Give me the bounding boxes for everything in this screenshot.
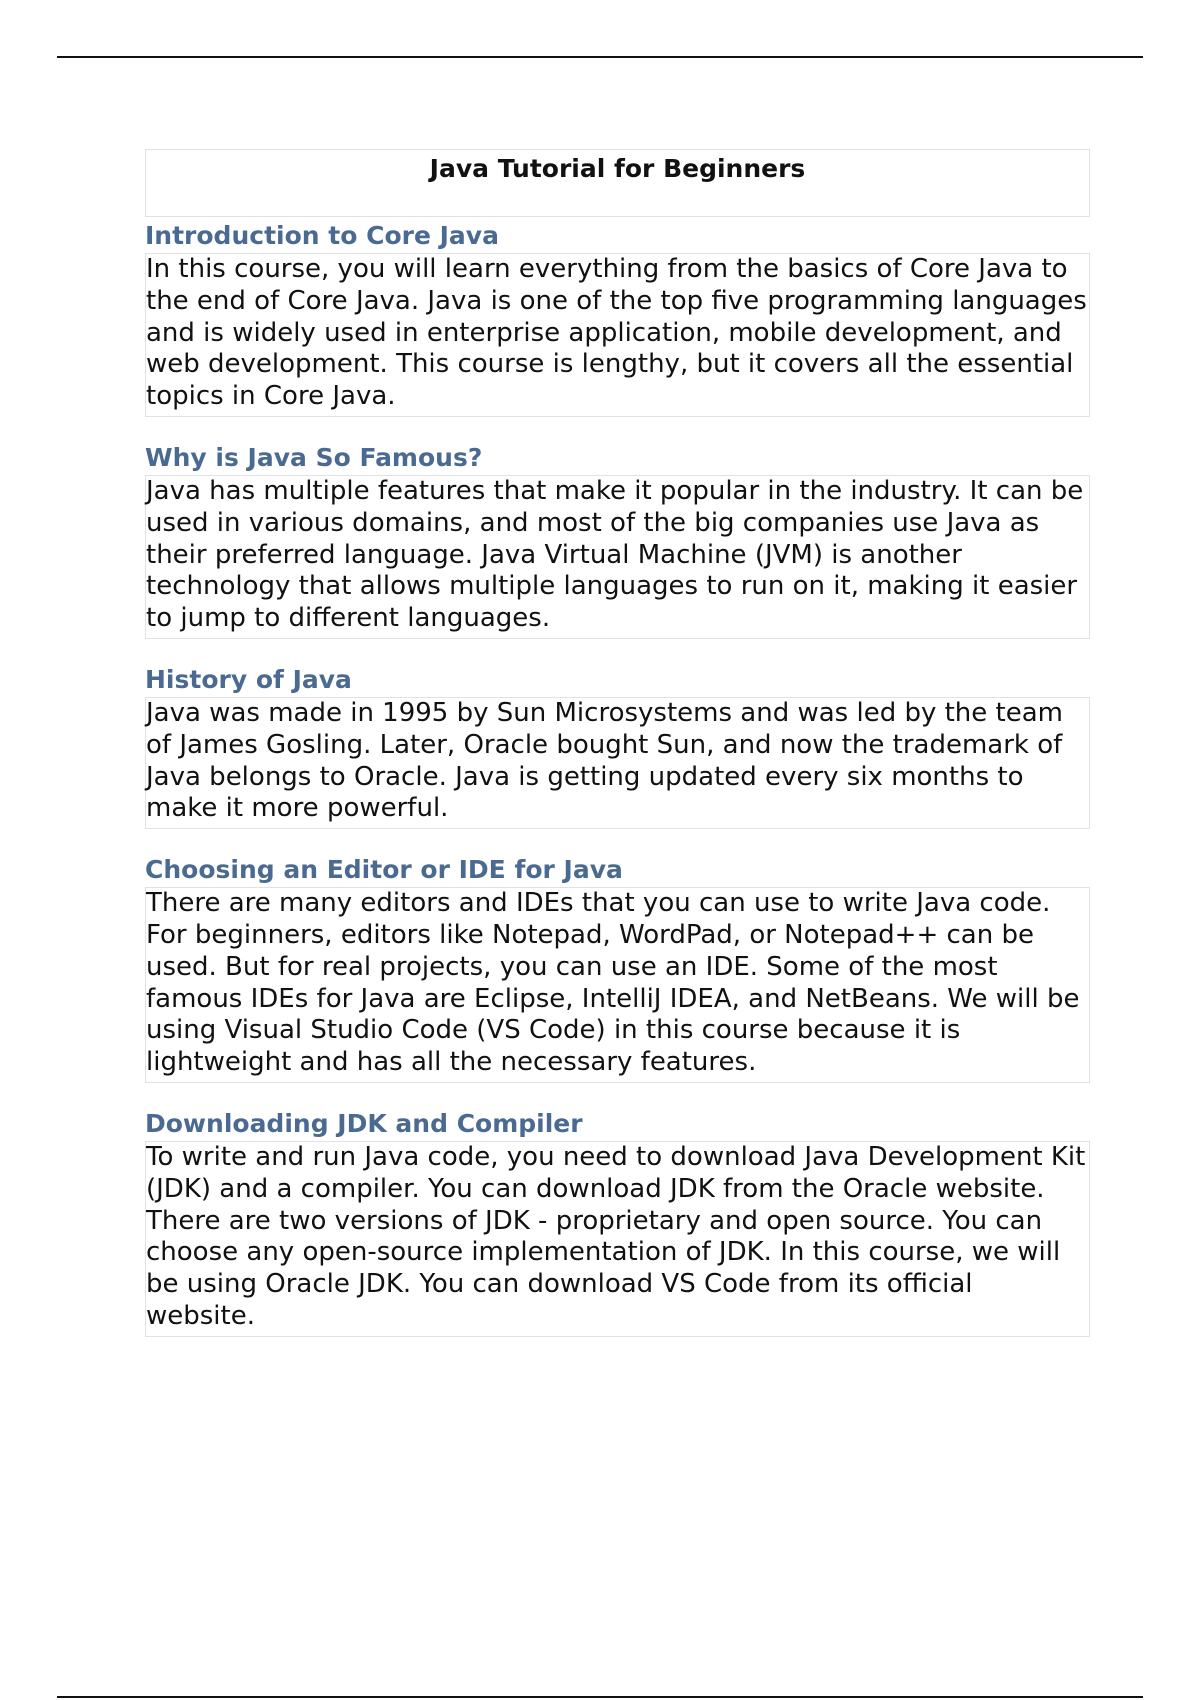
- section-heading-why-famous: Why is Java So Famous?: [145, 442, 483, 472]
- section-body-introduction: In this course, you will learn everything from the basics of Core Java to the end of Core Java. Java is one of the top five programming languages and is widely used in enterprise application, mobile development, and web development. This course is lengthy, but it covers all the essential topics in Core Java.: [145, 253, 1090, 417]
- section-downloading-jdk: [145, 1109, 1090, 1337]
- section-body-editor-ide: There are many editors and IDEs that you can use to write Java code. For beginners, editors like Notepad, WordPad, or Notepad++ can be used. But for real projects, you can use an IDE. Some of the most famous IDEs for Java are Eclipse, IntelliJ IDEA, and NetBeans. We will be using Visual Studio Code (VS Code) in this course because it is lightweight and has all the necessary features.: [145, 887, 1090, 1083]
- section-body-history: Java was made in 1995 by Sun Microsystems and was led by the team of James Gosling. Later, Oracle bought Sun, and now the trademark of Java belongs to Oracle. Java is getting updated every six months to make it more powerful.: [145, 697, 1090, 829]
- section-editor-ide: [145, 855, 1090, 1083]
- section-introduction: [145, 221, 1090, 417]
- top-rule: [57, 56, 1143, 58]
- document-title: Java Tutorial for Beginners: [429, 154, 806, 183]
- section-heading-editor-ide: Choosing an Editor or IDE for Java: [145, 855, 623, 885]
- document-content: [145, 149, 1090, 1337]
- section-why-famous: [145, 443, 1090, 639]
- title-box: [145, 149, 1090, 217]
- section-heading-introduction: Introduction to Core Java: [145, 221, 499, 250]
- bottom-rule: [57, 1696, 1143, 1698]
- section-body-downloading-jdk: To write and run Java code, you need to download Java Development Kit (JDK) and a compiler. You can download JDK from the Oracle website. There are two versions of JDK - proprietary and open source. You can choose any open-source implementation of JDK. In this course, we will be using Oracle JDK. You can download VS Code from its official website.: [145, 1141, 1090, 1337]
- section-heading-downloading-jdk: Downloading JDK and Compiler: [145, 1108, 583, 1138]
- section-body-why-famous: Java has multiple features that make it popular in the industry. It can be used in various domains, and most of the big companies use Java as their preferred language. Java Virtual Machine (JVM) is another technology that allows multiple languages to run on it, making it easier to jump to different languages.: [145, 475, 1090, 639]
- section-heading-history: History of Java: [145, 664, 352, 694]
- section-history: [145, 665, 1090, 829]
